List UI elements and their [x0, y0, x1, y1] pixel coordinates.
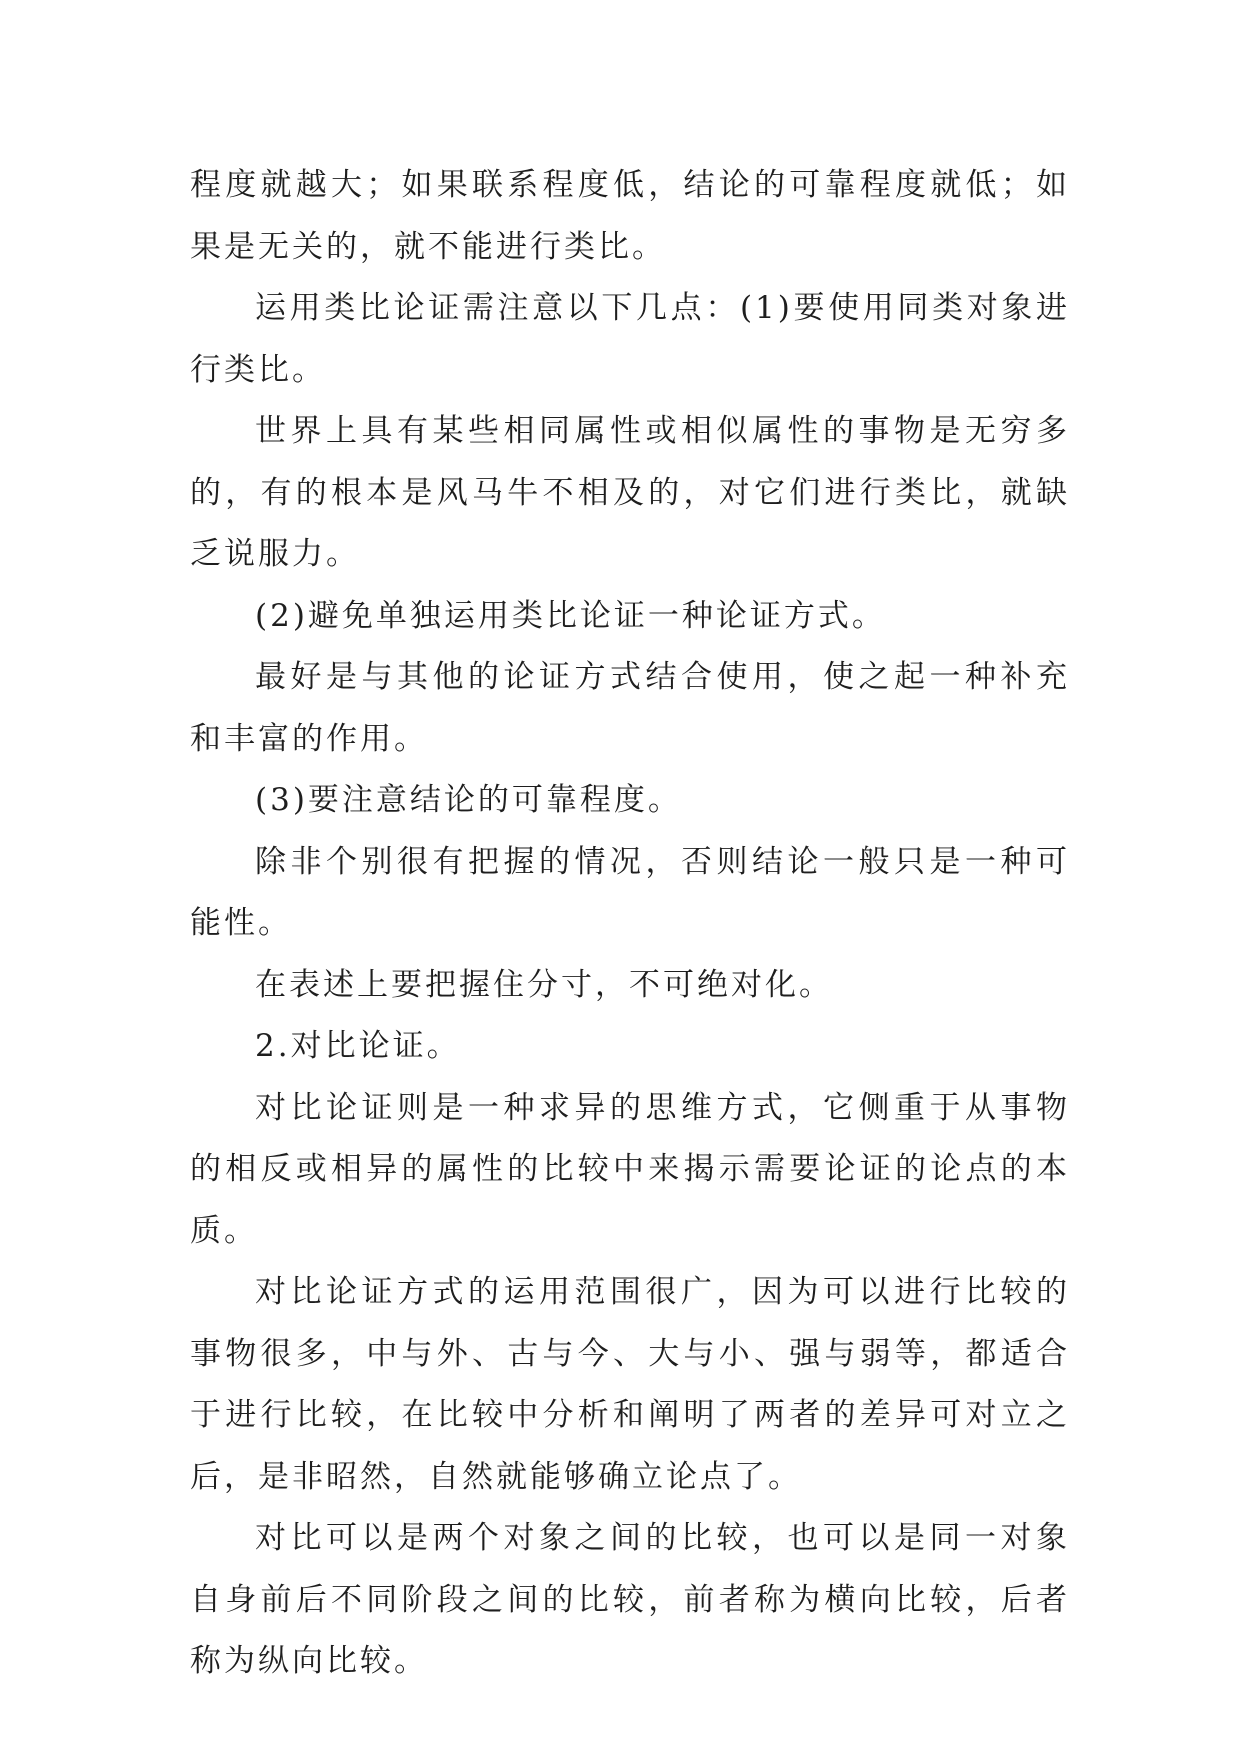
paragraph: 程度就越大；如果联系程度低，结论的可靠程度就低；如果是无关的，就不能进行类比。: [190, 167, 1070, 265]
document-body: [190, 155, 1070, 1693]
paragraph: (2)避免单独运用类比论证一种论证方式。: [255, 597, 886, 634]
paragraph: 对比可以是两个对象之间的比较，也可以是同一对象自身前后不同阶段之间的比较，前者称为横向比较，后者称为纵向比较。: [190, 1520, 1070, 1679]
paragraph: 最好是与其他的论证方式结合使用，使之起一种补充和丰富的作用。: [190, 659, 1070, 757]
paragraph: 运用类比论证需注意以下几点：(1)要使用同类对象进行类比。: [190, 290, 1070, 388]
paragraph: (3)要注意结论的可靠程度。: [255, 782, 682, 818]
paragraph: 除非个别很有把握的情况，否则结论一般只是一种可能性。: [190, 843, 1070, 941]
paragraph: 在表述上要把握住分寸，不可绝对化。: [255, 966, 833, 1003]
paragraph: 世界上具有某些相同属性或相似属性的事物是无穷多的，有的根本是风马牛不相及的，对它们进行类比，就缺乏说服力。: [190, 413, 1070, 572]
paragraph: 对比论证则是一种求异的思维方式，它侧重于从事物的相反或相异的属性的比较中来揭示需要论证的论点的本质。: [190, 1089, 1070, 1249]
paragraph: 对比论证方式的运用范围很广，因为可以进行比较的事物很多，中与外、古与今、大与小、强与弱等，都适合于进行比较，在比较中分析和阐明了两者的差异可对立之后，是非昭然，自然就能够确立论点了。: [190, 1274, 1070, 1495]
paragraph: 2.对比论证。: [255, 1028, 461, 1064]
